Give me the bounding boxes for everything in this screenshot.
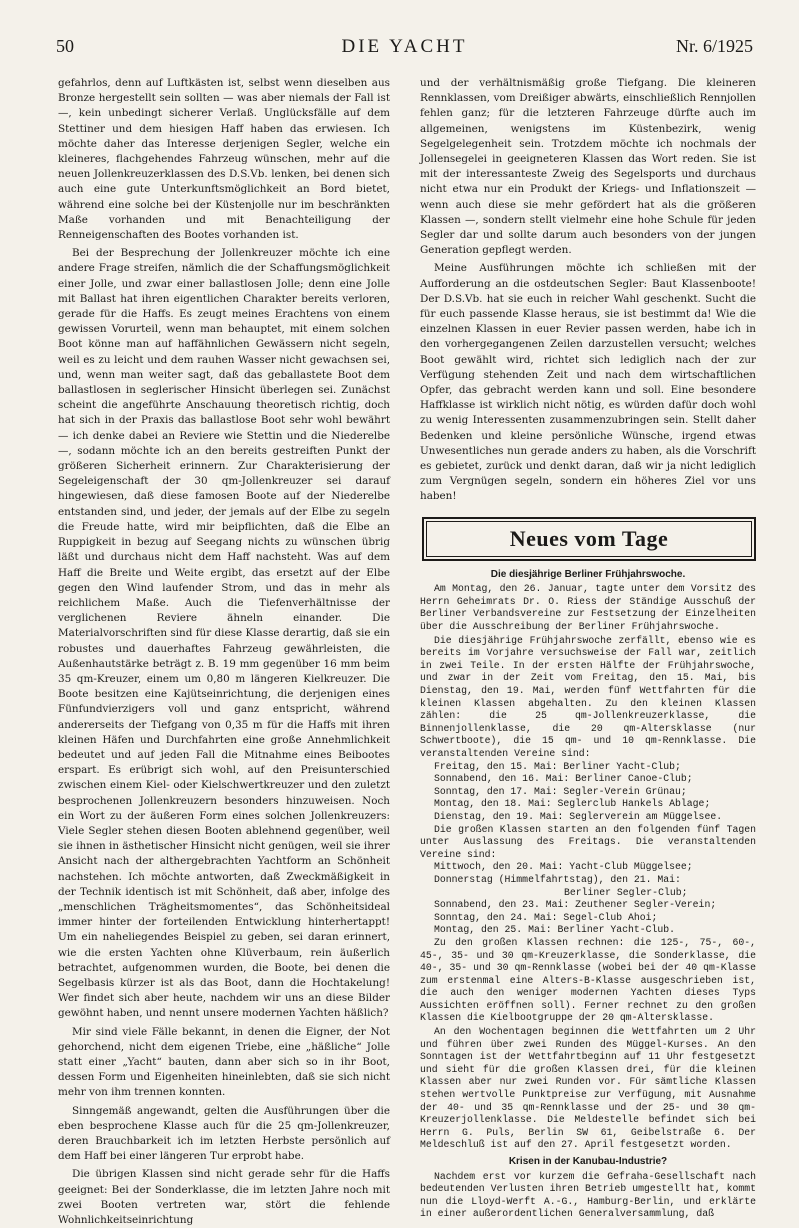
list-item: Sonntag, den 24. Mai: Segel-Club Ahoi; — [434, 911, 658, 923]
list-item: Freitag, den 15. Mai: Berliner Yacht-Club; — [434, 760, 681, 772]
paragraph: gefahrlos, denn auf Luftkästen ist, selbst wenn dieselben aus Bronze hergestellt sein sollten — was aber niemals der Fall ist —, kein unbedingt sicherer Verlaß. Unglücksfälle auf dem Stettiner und dem hiesigen Haff haben das erwiesen. Ich möchte daher das Interesse derjenigen Segler, welche ein kleineres, flachgehendes Fahrzeug wünschen, mehr auf die neuen Jollenkreuzerklassen des D.S.Vb. lenken, bei denen sich auch eine gute Unterkunftsmöglichkeit an Bord bietet, während eine solche bei der Küstenjolle nur im beschränkten Maße vorhanden und mit Benachteiligung der Renneigenschaften des Bootes vorhanden ist. — [58, 77, 390, 242]
paragraph: Die diesjährige Frühjahrswoche zerfällt, ebenso wie es bereits im Vorjahre versuchsweise der Fall war, zeitlich in zwei Teile. In der ersten Hälfte der Frühjahrswoche, und zwar in der Zeit vom Freitag, den 15. Mai, bis Dienstag, den 19. Mai, werden fünf Wettfahrten für die kleinen Klassen abgehalten. Zu den kleinen Klassen zählen: die 25 qm-Jollenkreuzerklasse, die Binnenjollenklasse, die 20 qm-Altersklasse (nur Schwertboote), die 15 qm- und 10 qm-Rennklasse. Die veranstaltenden Vereine sind: — [420, 634, 756, 759]
list-item: Sonntag, den 17. Mai: Segler-Verein Grünau; — [434, 785, 687, 797]
paragraph: Die großen Klassen starten an den folgenden fünf Tagen unter Auslassung des Freitags. Die veranstaltenden Vereine sind: — [420, 823, 756, 860]
list-item: Montag, den 18. Mai: Seglerclub Hankels Ablage; — [434, 798, 711, 810]
page-number: 50 — [56, 36, 74, 56]
paragraph: Sinngemäß angewandt, gelten die Ausführungen über die eben besprochene Klasse auch für die 25 qm-Jollenkreuzer, deren Brauchbarkeit ich im letzten Herbste persönlich auf dem Haff bei einer längeren Tur erprobt habe. — [58, 1104, 390, 1163]
paragraph: und der verhältnismäßig große Tiefgang. Die kleineren Rennklassen, vom Dreißiger abwärts, einschließlich Rennjollen fehlen ganz; für die letzteren Fahrzeuge dürfte auch im allgemeinen, wenigstens im Küstenbezirk, wenig Segelgelegenheit sein. Trotzdem möchte ich nochmals der Jollensegelei in geeigneteren Klassen das Wort reden. Sie ist mit der interessanteste Zweig des Segelsports und durchaus nicht etwa nur ein Produkt der Kriegs- und Inflationszeit — wenn auch diese sie mehr gefördert hat als die größeren Klassen —, sondern stellt vielmehr eine hohe Schule für jeden Segler dar und sollte darum auch besonders von der jungen Generation gepflegt werden. — [420, 77, 756, 257]
paragraph: Am Montag, den 26. Januar, tagte unter dem Vorsitz des Herrn Geheimrats Dr. O. Riess der Ständige Ausschuß der Berliner Verbandsvereine zur Festsetzung der Einzelheiten über die Ausschreibung der Berliner Frühjahrswoche. — [420, 583, 756, 633]
magazine-title: DIE YACHT — [341, 36, 468, 57]
list-item: Sonnabend, den 16. Mai: Berliner Canoe-Club; — [434, 773, 693, 785]
paragraph: Mir sind viele Fälle bekannt, in denen die Eigner, der Not gehorchend, nicht dem eigenen Triebe, eine „häßliche“ Jolle statt einer „Yacht“ bauten, dann aber sich so in ihr Boot, dessen Form und Eigenheiten hineinlebten, daß sie sich nicht mehr von ihm trennen konnten. — [58, 1025, 390, 1099]
section-title: Krisen in der Kanubau-Industrie? — [508, 1156, 668, 1167]
page-header — [56, 36, 753, 60]
paragraph: Bei der Besprechung der Jollenkreuzer möchte ich eine andere Frage streifen, nämlich die der Schaffungsmöglichkeit einer Jolle, und zwar einer ballastlosen Jolle; denn eine Jolle mit Ballast hat ihren eigentlichen Charakter bereits verloren, gerade für die Haffs. Es zeugt meines Erachtens von einem gewissen Vorurteil, wenn man behauptet, mit einem solchen Boot könne man auf haffähnlichen Gewässern nicht segeln, weil es zu leicht und dem rauhen Wasser nicht gewachsen sei, und, wenn man weiter sagt, daß das geballastete Boot dem ballastlosen in seglerischer Hinsicht überlegen sei. Zunächst scheint die angeführte Anschauung theoretisch richtig, doch hat sich in der Praxis das ballastlose Boot sehr wohl bewährt — ich denke dabei an Reviere wie Stettin und die Niederelbe —, sodann möchte ich an den bereits gestreiften Punkt der größeren Sicherheit erinnern. Zur Charakterisierung der Segeleigenschaft der 30 qm-Jollenkreuzer sei darauf hingewiesen, daß diese famosen Boote auf der Niederelbe entstanden sind, und jeder, der jemals auf der Elbe zu segeln die Freude hatte, wird mir beipflichten, daß die Elbe an Ruppigkeit in bezug auf Seegang nichts zu wünschen übrig läßt und durchaus nicht dem Haff nachsteht. Was auf dem Haff die Breite und Weite ergibt, das ersetzt auf der Elbe gegen den Wind laufender Strom, und das in mehr als reichlichem Maße. Auch die Tiefenverhältnisse der verglichenen Reviere ähneln einander. Die Materialvorschriften sind für diese Klasse derartig, daß sie ein robustes und dauerhaftes Fahrzeug gewährleisten, die Außenhautstärke beträgt z. B. 19 mm gegenüber 16 mm beim 35 qm-Kreuzer, einem um 0,80 m längeren Kielkreuzer. Die Boote besitzen eine Kajütseinrichtung, die derjenigen eines Fünfundvierzigers voll und ganz entspricht, während andererseits der Tiefgang von 0,35 m für die Haffs mit ihren kleinen Häfen und Durchfahrten eine große Annehmlichkeit bedeutet und auf jeden Fall die Mitnahme eines Beibootes erspart. Es erübrigt sich wohl, auf den Preisunterschied zwischen einem Kiel- oder Kielschwertkreuzer und den zuletzt besprochenen Jollenkreuzern besonders hinzuweisen. Noch ein Wort zu der äußeren Form eines solchen Jollenkreuzers: Viele Segler stehen diesen Booten ablehnend gegenüber, weil sie ihnen in ästhetischer Hinsicht nicht genügen, weil sie ihrer Ansicht nach der althergebrachten Yachtform an Schönheit nachstehen. Ich möchte antworten, daß Zweckmäßigkeit in der Technik identisch ist mit Schönheit, daß aber, infolge des „menschlichen Trägheitsmomentes“, das Schönheitsideal immer hinter der forteilenden Entwicklung hinterhertappt! Um ein naheliegendes Beispiel zu geben, sei daran erinnert, wie die ersten Yachten ohne Klüverbaum, rein äußerlich betrachtet, aufgenommen wurden, die Boote, bei denen die Segelbasis kürzer ist als das Boot, dann die Hochtakelung! Wer findet sich aber heute, nachdem wir uns an diese Bilder gewöhnt haben, und nennt unsere modernen Yachten häßlich? — [58, 247, 390, 1020]
list-item: Donnerstag (Himmelfahrtstag), den 21. Mai: — [434, 873, 681, 885]
paragraph: An den Wochentagen beginnen die Wettfahrten um 2 Uhr und führen über zwei Runden des Müggel-Kurses. An den Sonntagen ist der Wettfahrtbeginn auf 11 Uhr festgesetzt und sieht für die großen Klassen drei, für die kleinen Klassen aber nur zwei Runden vor. Für sämtliche Klassen stehen wertvolle Punktpreise zur Verfügung, mit Ausnahme der 40- und 35 qm-Rennklasse und der 25- und 30 qm-Kreuzerjollenklasse. Die Meldestelle befindet sich bei Herrn G. Puls, Berlin SW 61, Geibelstraße 6. Der Meldeschluß ist auf den 27. April festgesetzt worden. — [420, 1026, 756, 1151]
list-item: Dienstag, den 19. Mai: Seglerverein am Müggelsee. — [434, 810, 723, 822]
race-schedule-small — [420, 761, 756, 824]
section-title: Die diesjährige Berliner Frühjahrswoche. — [490, 568, 686, 580]
right-column — [420, 76, 756, 1220]
paragraph: Zu den großen Klassen rechnen: die 125-, 75-, 60-, 45-, 35- und 30 qm-Kreuzerklasse, die Sonderklasse, die 40-, 35- und 30 qm-Rennklasse (wobei bei der 40 qm-Klasse zum erstenmal eine Alters-B-Klasse ausgeschrieben ist, die auch den weniger modernen Yachten dieses Typs Aussichten eröffnen soll). Ferner rechnet zu den großen Klassen die Kielbootgruppe der 20 qm-Altersklasse. — [420, 936, 756, 1024]
news-banner-title: Neues vom Tage — [426, 521, 752, 557]
list-item: Mittwoch, den 20. Mai: Yacht-Club Müggelsee; — [434, 861, 693, 873]
paragraph: Meine Ausführungen möchte ich schließen mit der Aufforderung an die ostdeutschen Segler: Baut Klassenboote! Der D.S.Vb. hat sie euch in reicher Wahl geschenkt. Sucht die für euch passende Klasse heraus, sie ist bestimmt da! Wie die einzelnen Klassen in euer Revier passen werden, habe ich in den vorhergegangenen Zeilen darzustellen versucht; welches Boot gewählt wird, richtet sich lediglich nach der zur Verfügung stehenden Zeit und nach dem wirtschaftlichen Opfer, das gebracht werden kann und soll. Eine besondere Haffklasse ist wirklich nicht nötig, es würden dafür doch wohl zu wenig Interessenten zusammenzubringen sein. Stellt daher Bedenken und kleine persönliche Wünsche, irgend etwas Unwesentliches nun gerade anders zu haben, als die Vorschrift es gebietet, zurück und denkt daran, daß wir ja nicht lediglich zum Vergnügen segeln, sondern ein höheres Ziel vor uns haben! — [420, 262, 756, 503]
left-column — [58, 76, 390, 1227]
paragraph: Nachdem erst vor kurzem die Gefraha-Gesellschaft nach bedeutenden Verlusten ihren Betrieb umgestellt hat, kommt nun die Lloyd-Werft A.-G., Hamburg-Berlin, und erklärte in einer außerordentlichen Generalversammlung, daß — [420, 1170, 756, 1220]
news-banner — [422, 517, 756, 561]
list-item: Berliner Segler-Club; — [564, 886, 688, 898]
paragraph: Die übrigen Klassen sind nicht gerade sehr für die Haffs geeignet: Bei der Sonderklasse, die im letzten Jahre noch mit zwei Booten vertreten war, stört die fehlende Wohnlichkeitseinrichtung — [58, 1168, 390, 1227]
news-section — [420, 569, 756, 1221]
list-item: Montag, den 25. Mai: Berliner Yacht-Club. — [434, 924, 676, 936]
race-schedule-large — [420, 861, 756, 937]
issue-number: Nr. 6/1925 — [675, 36, 753, 56]
list-item: Sonnabend, den 23. Mai: Zeuthener Segler-Verein; — [434, 899, 717, 911]
